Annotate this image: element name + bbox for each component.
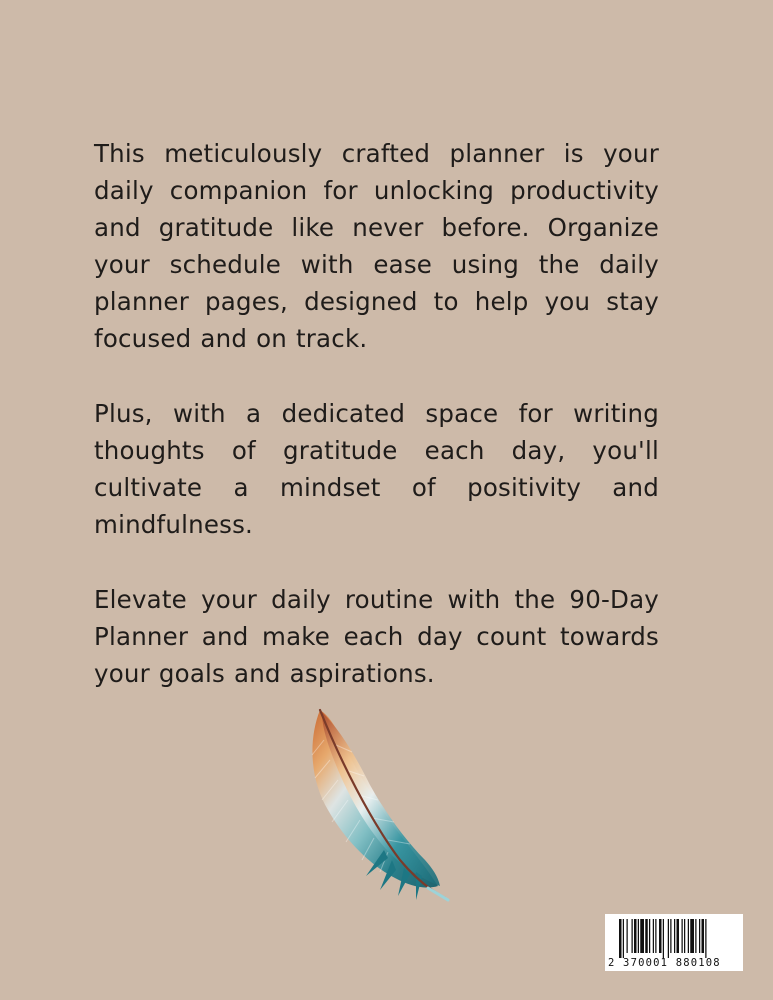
barcode-bar: [634, 919, 637, 953]
barcode-bar: [627, 919, 628, 953]
barcode-bar: [682, 919, 683, 953]
barcode-bar: [663, 919, 664, 958]
barcode-bar: [695, 919, 696, 953]
barcode-bar: [677, 919, 680, 953]
barcode-bar: [688, 919, 689, 953]
feather-icon: [300, 700, 460, 910]
barcode-bar: [705, 919, 706, 958]
barcode-bar: [640, 919, 644, 953]
barcode-bar: [674, 919, 675, 953]
barcode-bars: [605, 914, 743, 958]
barcode-bar: [619, 919, 622, 958]
barcode-bar: [684, 919, 685, 953]
barcode-bar: [623, 919, 624, 958]
barcode-bar: [638, 919, 639, 953]
barcode-bar: [649, 919, 650, 953]
barcode-number: 2 370001 880108: [608, 957, 721, 969]
barcode-bar: [668, 919, 669, 958]
barcode-bar: [655, 919, 656, 953]
barcode-bar: [702, 919, 705, 953]
barcode-bar: [659, 919, 662, 953]
description-text-block: [94, 135, 659, 730]
description-paragraph-1: This meticulously crafted planner is your daily companion for unlocking productivity and gratitude like never before. Organize your schedule with ease using the daily planner pages, designed to help you stay focused and on track.: [94, 139, 659, 353]
barcode-bar: [699, 919, 700, 953]
barcode-bar: [645, 919, 648, 953]
barcode-bar: [690, 919, 694, 953]
barcode: [605, 914, 743, 971]
barcode-bar: [632, 919, 633, 953]
barcode-bar: [670, 919, 671, 953]
description-paragraph-2: Plus, with a dedicated space for writing thoughts of gratitude each day, you'll cultivate a mindset of positivity and mindfulness.: [94, 399, 659, 539]
description-paragraph-3: Elevate your daily routine with the 90-Day Planner and make each day count towards your goals and aspirations.: [94, 585, 659, 688]
barcode-bar: [653, 919, 654, 953]
